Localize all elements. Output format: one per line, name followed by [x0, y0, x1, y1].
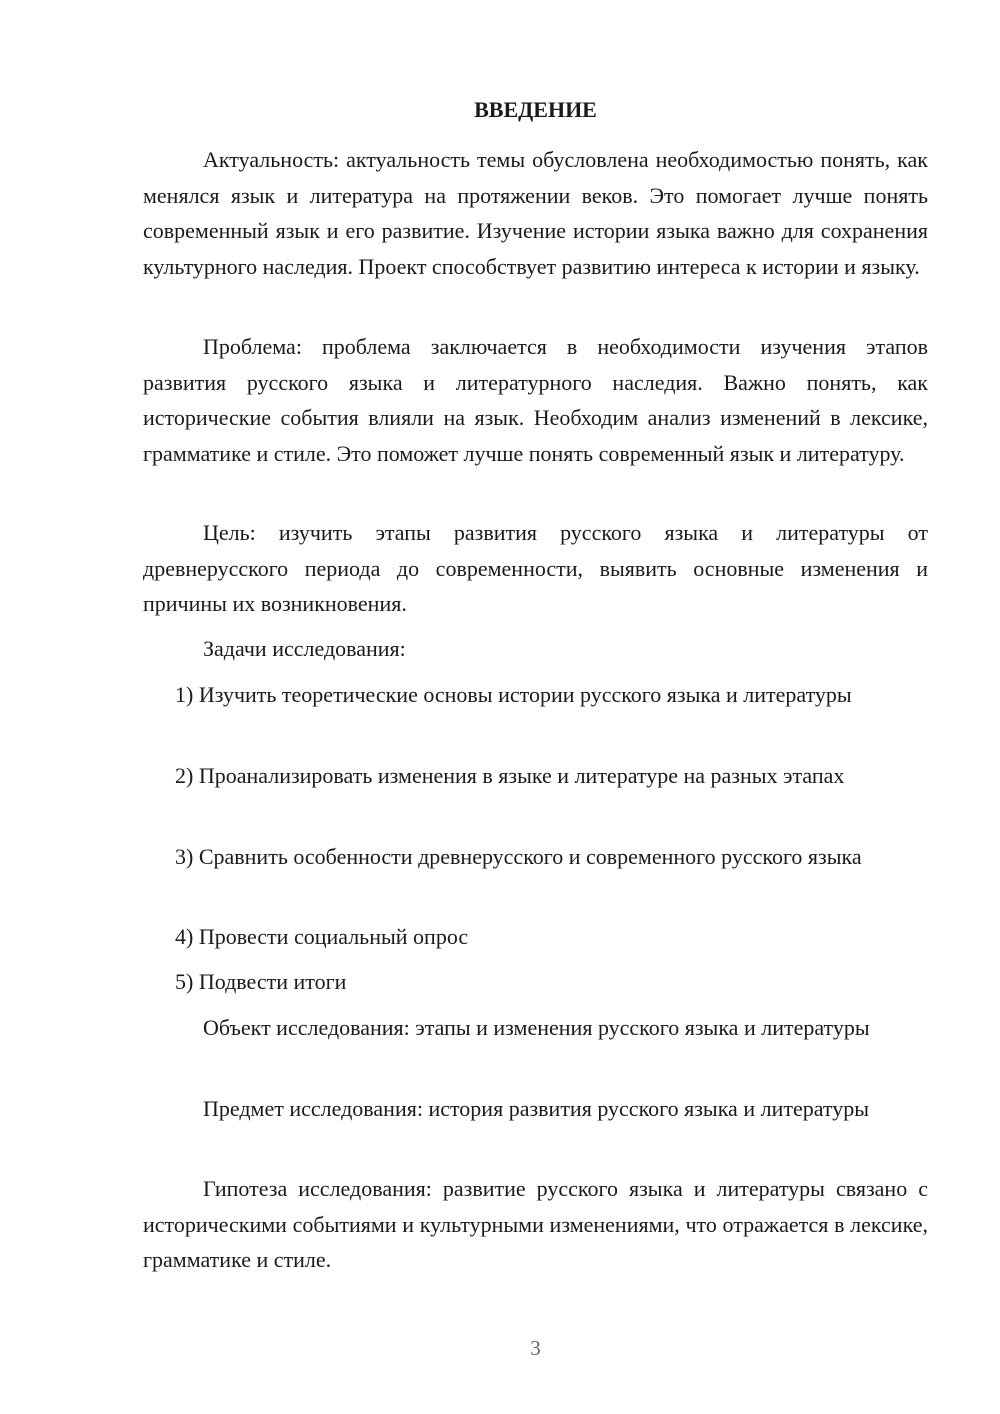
paragraph-hypothesis: Гипотеза исследования: развитие русского языка и литературы связано с историческими событиями и культурными изменениями, что отражается в лексике, грамматике и стиле.: [143, 1176, 928, 1272]
paragraph-relevance: Актуальность: актуальность темы обусловлена необходимостью понять, как менялся язык и литература на протяжении веков. Это помогает лучше понять современный язык и его развитие. Изучение истории языка важно для сохранения культурного наследия. Проект способствует развитию интереса к истории и языку.: [143, 147, 928, 279]
paragraph-goal: Цель: изучить этапы развития русского языка и литературы от древнерусского периода до современности, выявить основные изменения и причины их возникновения.: [143, 520, 928, 616]
paragraph-problem: Проблема: проблема заключается в необходимости изучения этапов развития русского языка и литературного наследия. Важно понять, как исторические события влияли на язык. Необходим анализ изменений в лексике, грамматике и стиле. Это поможет лучше понять современный язык и литературу.: [143, 334, 928, 466]
paragraph-object: Объект исследования: этапы и изменения русского языка и литературы: [203, 1015, 870, 1040]
task-item: 5) Подвести итоги: [175, 969, 347, 994]
task-item: 4) Провести социальный опрос: [175, 924, 469, 949]
task-item: 3) Сравнить особенности древнерусского и современного русского языка: [175, 844, 862, 869]
document-page: [143, 0, 928, 1414]
paragraph-subject: Предмет исследования: история развития русского языка и литературы: [203, 1096, 870, 1121]
section-heading: ВВЕДЕНИЕ: [474, 97, 597, 122]
task-item: 2) Проанализировать изменения в языке и литературе на разных этапах: [175, 763, 845, 788]
page-number: 3: [530, 1336, 541, 1360]
task-item: 1) Изучить теоретические основы истории русского языка и литературы: [175, 682, 852, 707]
paragraph-tasks-heading: Задачи исследования:: [203, 636, 406, 661]
